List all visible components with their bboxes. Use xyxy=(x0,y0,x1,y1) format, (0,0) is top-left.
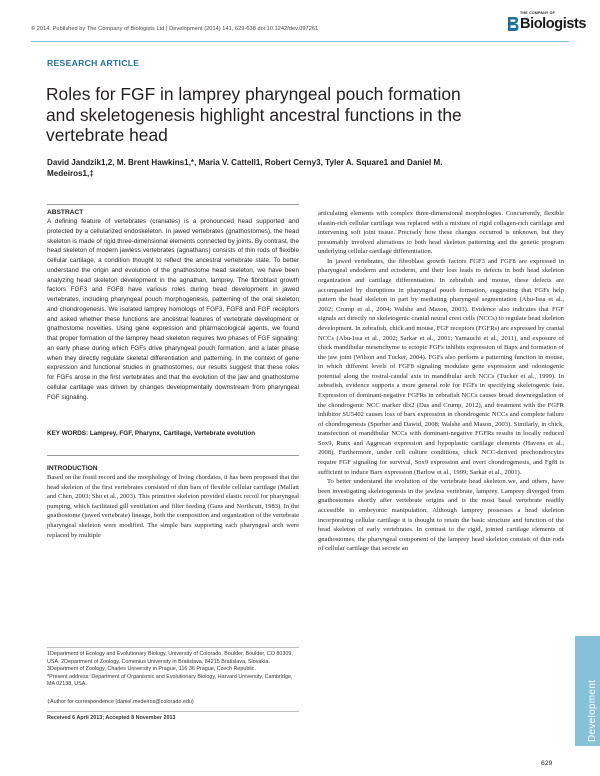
keywords-label: KEY WORDS: xyxy=(47,430,89,437)
abstract-bottom-divider xyxy=(47,455,299,456)
introduction-body: Based on the fossil record and the morphology of living chordates, it has been proposed that the head skeleton of the first vertebrates consisted of thin bars of flexible cellular cartilage (Mallatt and Chen, 2003; Shu et al., 2003). This primitive skeleton provided elastic recoil for pharyngeal pumping, which facilitated gill ventilation and filter feeding (Gans and Northcutt, 1983). In the gnathostome (jawed vertebrate) lineage, both the composition and organization of the vertebrate pharyngeal skeleton were modified. The simple bars supporting each pharyngeal arch were replaced by multiple xyxy=(47,474,299,539)
paragraph: To better understand the evolution of the vertebrate head skeleton we, and others, have been investigating skeletogenesis in the jawless vertebrate, lamprey. Lamprey diverged from gnathostomes shortly after vertebrate origins and is the most basal vertebrate readily accessible to embryonic manipulation. Although lamprey possesses a head skeleton incorporating cellular cartilage it is thought to retain the basic structure and function of the head skeleton of early vertebrates. In contrast to the rigid, jointed cartilage elements of gnathostomes, the pharyngeal component of the lamprey head skeleton consists of thin rods of cellular cartilage that secrete an xyxy=(318,478,564,553)
received-dates: Received 6 April 2013; Accepted 8 November 2013 xyxy=(47,715,176,721)
side-label-text: Development xyxy=(587,679,598,742)
journal-side-label xyxy=(575,640,600,746)
received-divider xyxy=(47,711,299,712)
logo-wordmark: Biologists xyxy=(520,16,587,32)
publisher-logo[interactable] xyxy=(506,8,587,42)
keywords xyxy=(47,429,299,438)
abstract-body: A defining feature of vertebrates (craniates) is a pronounced head supported and protected by a cellularized endoskeleton. In jawed vertebrates (gnathostomes), the head skeleton is made of rigid three-dimensional elements connected by joints. By contrast, the head skeleton of modern jawless vertebrates (agnathans) consists of thin rods of flexible cellular cartilage, a condition thought to reflect the ancestral vertebrate state. To better understand the origin and evolution of the gnathostome head skeleton, we have been analyzing head skeleton development in the agnathan, lamprey. The fibroblast growth factors FGF3 and FGF8 have various roles during head development in jawed vertebrates, including pharyngeal pouch morphogenesis, patterning of the oral skeleton and chondrogenesis. We isolated lamprey homologs of FGF3, FGF8 and FGF receptors and asked whether these functions are ancestral features of vertebrate development or gnathostome novelties. Using gene expression and pharmacological agents, we found that proper formation of the lamprey head skeleton requires two phases of FGF signaling: an early phase during which FGFs drive pharyngeal pouch formation, and a later phase when they directly regulate skeletal differentiation and patterning. In the context of gene expression and functional studies in gnathostomes, our results suggest that these roles for FGFs arose in the first vertebrates and that the evolution of the jaw and gnathostome cellular cartilage was driven by changes developmentally downstream from pharyngeal FGF signaling. xyxy=(47,218,299,401)
paragraph: In jawed vertebrates, the fibroblast growth factors FGF3 and FGF8 are expressed in pharyngeal endoderm and ectoderm, and their loss leads to defects in both head skeleton organization and cartilage differentiation. In zebrafish and mouse, these defects are accompanied by disruptions in pharyngeal pouch formation, suggesting that FGFs help pattern the head skeleton in part by mediating pharyngeal segmentation (Abu-Issa et al., 2002; Crump et al., 2004; Walshe and Mason, 2003). Evidence also indicates that FGF signals act directly on skeletogenic cranial neural crest cells (NCCs) to regulate head skeleton development. In zebrafish, chick and mouse, FGF receptors (FGFRs) are expressed by cranial NCCs (Abu-Issa et al., 2002; Sarkar et al., 2001; Yamauchi et al., 2011), and exposure of chick mandibular mesenchyme to ectopic FGFs inhibits expression of Bapx and formation of the jaw joint (Wilson and Tucker, 2004). FGFs also perform a patterning function in mouse, in which different levels of FGF8 signaling modulate gene expression and odontogenic potential along the rostral-caudal axis in mandibular arch NCCs (Tucker et al., 1999). In zebrafish, evidence supports a more general role for FGFs in specifying skeletogenic fate. Expression of dominant-negative FGFRs in zebrafish NCCs causes broad downregulation of the chondrogenic NCC marker dlx2 (Das and Crump, 2012), and treatment with the FGFR inhibitor SU5402 causes loss of barx expression in chondrogenic NCCs and complete failure of chondrogenesis (Sperber and Dawid, 2008; Walshe and Mason, 2003). Similarly, in chick, transfection of mandibular NCCs with dominant-negative FGFRs results in locally reduced Sox9, Runx and Aggrecan expression and hypoplastic cartilage elements (Havens et al., 2008). Furthermore, under cell culture conditions, chick NCC-derived prechondrocytes require FGF signaling for survival, Sox9 expression and overt chondrogenesis, and Fgf8 is sufficient to induce Barx expression (Barlow et al., 1999; Sarkar et al., 2001). xyxy=(318,257,564,476)
header-divider xyxy=(31,41,569,42)
paragraph: articulating elements with complex three-dimensional morphologies. Concurrently, flexible elastin-rich cellular cartilage was replaced with a mixture of rigid collagen-rich cartilage and intervening soft joint tissue. Precisely how these changes occurred is unknown, but they presumably involved alterations to both head skeleton patterning and the genetic program underlying cellular cartilage differentiation. xyxy=(318,210,564,256)
abstract-top-divider xyxy=(47,204,299,205)
journal-citation: © 2014. Published by The Company of Biologists Ltd | Development (2014) 141, 629-638 doi:10.1242/dev.097261 xyxy=(31,26,319,32)
logo-company-of: THE COMPANY OF xyxy=(520,11,556,15)
author-list: David Jandzik1,2, M. Brent Hawkins1,*, Maria V. Cattell1, Robert Cerny3, Tyler A. Square1 and Daniel M. Medeiros1,‡ xyxy=(47,158,443,178)
page-number: 629 xyxy=(541,760,553,767)
footnote-divider xyxy=(47,647,299,648)
article-type-label: RESEARCH ARTICLE xyxy=(47,58,140,68)
affiliations: 1Department of Ecology and Evolutionary Biology, University of Colorado, Boulder, Boulder, CO 80309, USA. 2Department of Zoology, Comenius University in Bratislava, 84215 Bratislava, Slovakia. 3Department of Zoology, Charles University in Prague, 116 36 Prague, Czech Republic. xyxy=(47,651,293,672)
introduction-heading: INTRODUCTION xyxy=(47,465,98,472)
abstract-heading: ABSTRACT xyxy=(47,209,84,216)
keywords-list: Lamprey, FGF, Pharynx, Cartilage, Vertebrate evolution xyxy=(89,430,256,437)
right-column-body xyxy=(318,209,564,554)
footnotes xyxy=(47,651,299,689)
article-title: Roles for FGF in lamprey pharyngeal pouch formation and skeletogenesis highlight ancestral functions in the vertebrate head xyxy=(46,84,462,146)
logo-mark-icon xyxy=(506,16,519,32)
correspondence-note[interactable]: ‡Author for correspondence (daniel.medeiros@colorado.edu) xyxy=(47,699,194,705)
present-address: *Present address: Department of Organismic and Evolutionary Biology, Harvard University, Cambridge, MA 02138, USA. xyxy=(47,673,293,687)
